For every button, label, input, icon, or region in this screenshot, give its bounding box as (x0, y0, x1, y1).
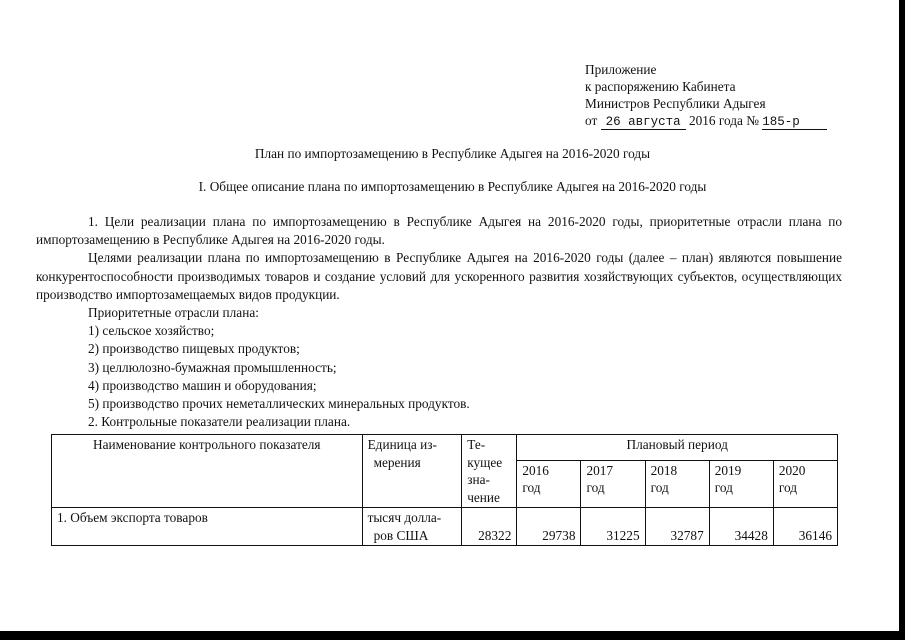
appendix-line-3: Министров Республики Адыгея (585, 96, 766, 111)
scan-bottom-border (0, 631, 905, 640)
paragraph-goals-heading: 1. Цели реализации плана по импортозамещению в Республике Адыгея на 2016-2020 годы, приоритетные отрасли плана по импортозамещению в Республике Адыгея на 2016-2020 годы. (36, 214, 842, 248)
table-header-row (52, 435, 838, 461)
header-current-line: Те- (467, 437, 486, 452)
list-item: 4) производство машин и оборудования; (88, 377, 317, 393)
year-number: 2018 (650, 462, 678, 478)
row-value-2016: 29738 (517, 508, 581, 546)
year-number: 2017 (586, 462, 614, 478)
header-plan-period: Плановый период (517, 435, 838, 461)
row-indicator-name: 1. Объем экспорта товаров (52, 508, 363, 546)
header-current (462, 435, 517, 508)
from-prefix: от (585, 113, 598, 128)
year-suffix: год (650, 480, 669, 496)
list-item: 3) целлюлозно-бумажная промышленность; (88, 359, 337, 375)
section-title: I. Общее описание плана по импортозамещению в Республике Адыгея на 2016-2020 годы (198, 179, 707, 194)
row-unit-line: ров США (373, 527, 429, 543)
header-year (645, 460, 709, 507)
row-unit-line: тысяч долла- (367, 510, 442, 525)
paragraph-priorities: Приоритетные отрасли плана: (88, 305, 259, 321)
year-number: 2016 (522, 462, 549, 478)
header-year (709, 460, 773, 507)
row-value-2019: 34428 (709, 508, 773, 546)
year-suffix: год (778, 480, 797, 496)
year-suffix: год (714, 480, 733, 496)
document-title: План по импортозамещению в Республике Адыгея на 2016-2020 годы (254, 146, 651, 161)
year-number: 2020 (778, 462, 806, 478)
row-value-2017: 31225 (581, 508, 645, 546)
header-current-line: чение (467, 489, 500, 505)
header-indicator: Наименование контрольного показателя (52, 435, 363, 508)
scan-right-border (899, 0, 905, 640)
appendix-date-line (585, 112, 827, 130)
appendix-line-1: Приложение (585, 62, 657, 77)
table-row (52, 508, 838, 546)
header-year (517, 460, 581, 507)
number-field: 185-р (762, 115, 827, 130)
year-text: 2016 года № (688, 113, 759, 128)
header-unit-line: Единица из- (367, 437, 437, 452)
row-current-value: 28322 (462, 508, 517, 546)
paragraph-goals: Целями реализации плана по импортозамещению в Республике Адыгея на 2016-2020 годы (далее – план) являются повышение конкурентоспособности производимых товаров и создание условий для ускоренного развития хозяйствующих субъектов, осуществляющих производство импортозамещаемых видов продукции. (36, 250, 842, 302)
row-value-2018: 32787 (645, 508, 709, 546)
header-current-line: кущее (467, 454, 503, 470)
document-body (36, 213, 842, 431)
header-year (773, 460, 837, 507)
paragraph-indicators-heading: 2. Контрольные показатели реализации плана. (88, 414, 351, 430)
header-year (581, 460, 645, 507)
header-unit (362, 435, 462, 508)
date-field: 26 августа (601, 115, 686, 130)
row-unit (362, 508, 462, 546)
header-unit-line: мерения (373, 454, 421, 470)
list-item: 2) производство пищевых продуктов; (88, 341, 300, 357)
year-suffix: год (522, 480, 541, 496)
list-item: 5) производство прочих неметаллических минеральных продуктов. (88, 396, 470, 412)
list-item: 1) сельское хозяйство; (88, 323, 215, 339)
header-current-line: зна- (467, 472, 490, 487)
appendix-line-2: к распоряжению Кабинета (585, 79, 736, 94)
appendix-header (585, 61, 827, 130)
row-value-2020: 36146 (773, 508, 837, 546)
control-indicators-table (51, 434, 838, 546)
year-number: 2019 (714, 462, 742, 478)
year-suffix: год (586, 480, 605, 496)
